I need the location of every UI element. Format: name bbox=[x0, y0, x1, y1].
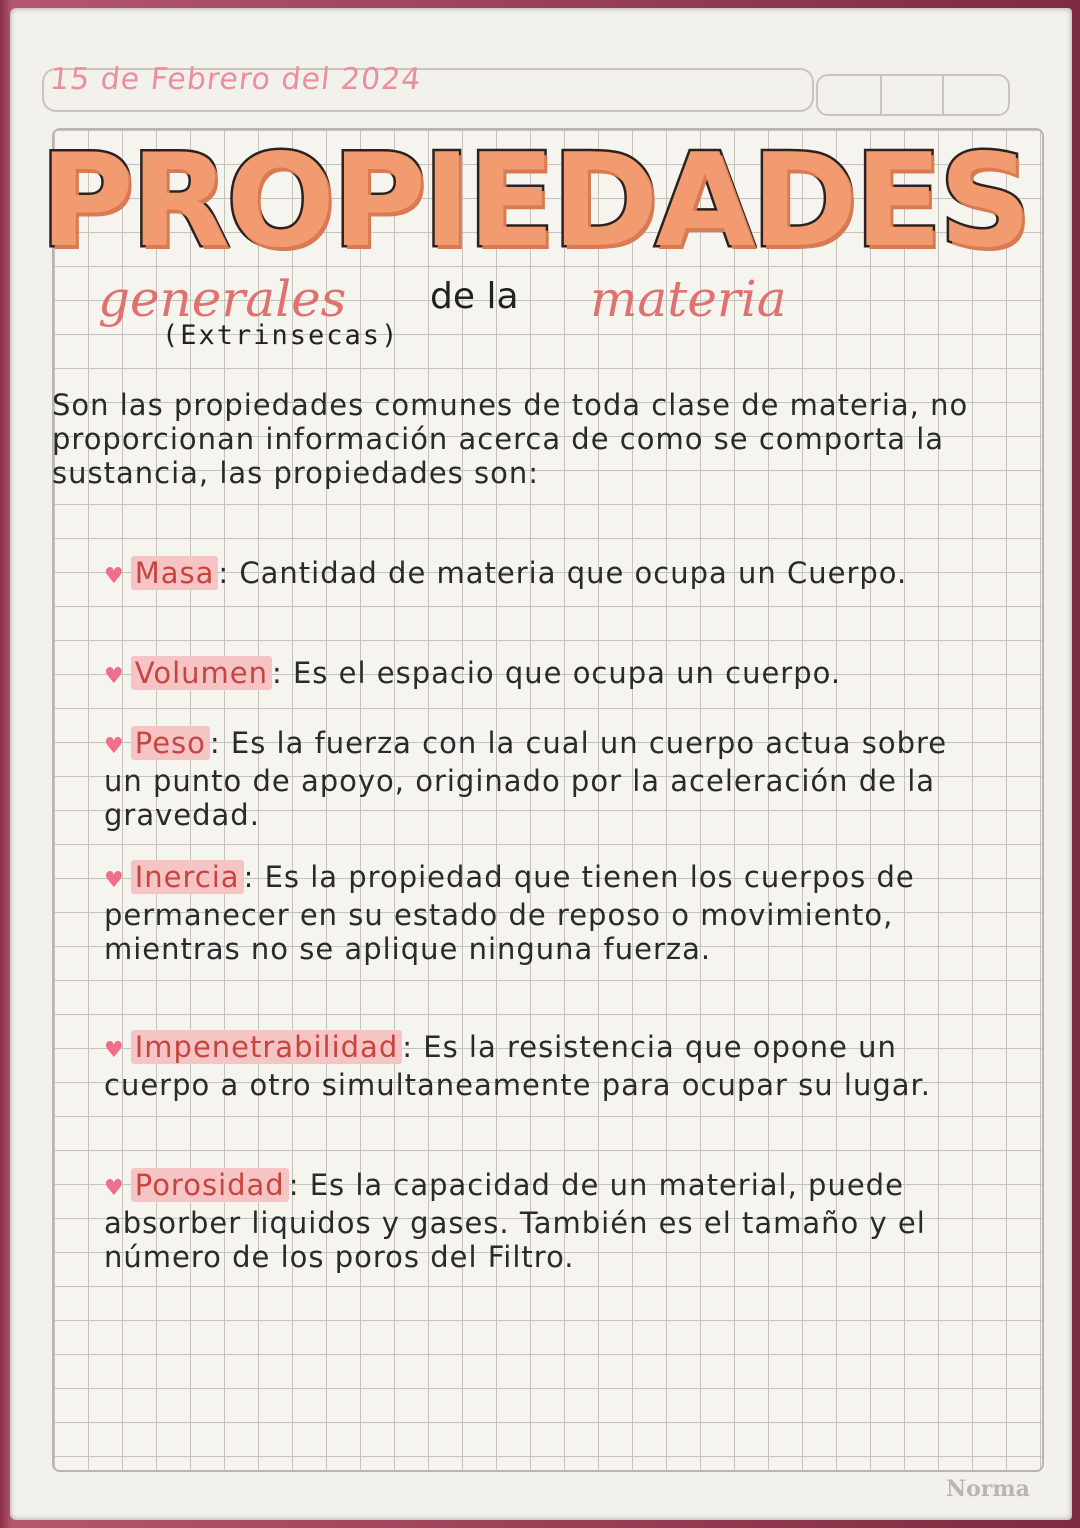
intro-paragraph: Son las propiedades comunes de toda clase de materia, no proporcionan información acerca de como se comporta la sustancia, las propiedades son: bbox=[52, 388, 969, 490]
day-boxes bbox=[816, 74, 1010, 116]
heart-icon: ♥ bbox=[104, 868, 125, 893]
term-definition: Es el espacio que ocupa un cuerpo. bbox=[292, 656, 842, 690]
term-definition: Es la propiedad que tienen los cuerpos de permanecer en su estado de reposo o movimiento, mientras no se aplique ninguna fuerza. bbox=[104, 860, 915, 966]
term-label: Impenetrabilidad bbox=[131, 1030, 403, 1064]
subtitle-extrinsecas: (Extrinsecas) bbox=[162, 320, 400, 351]
subtitle-de-la: de la bbox=[430, 276, 519, 317]
heart-icon: ♥ bbox=[104, 734, 125, 759]
term-separator: : bbox=[271, 656, 283, 690]
heart-icon: ♥ bbox=[104, 664, 125, 689]
term-separator: : bbox=[402, 1030, 414, 1064]
list-item bbox=[104, 726, 984, 832]
term-label: Peso bbox=[131, 726, 210, 760]
heart-icon: ♥ bbox=[104, 1176, 125, 1201]
heart-icon: ♥ bbox=[104, 564, 125, 589]
subtitle-generales: generales bbox=[98, 270, 347, 328]
date-text: 15 de Febrero del 2024 bbox=[48, 62, 424, 97]
term-separator: : bbox=[243, 860, 255, 894]
notebook-page bbox=[10, 8, 1072, 1520]
brand-logo: Norma bbox=[946, 1476, 1030, 1502]
term-definition: Es la resistencia que opone un cuerpo a otro simultaneamente para ocupar su lugar. bbox=[104, 1030, 931, 1102]
list-item bbox=[104, 1030, 984, 1102]
term-separator: : bbox=[288, 1168, 300, 1202]
term-label: Porosidad bbox=[131, 1168, 289, 1202]
term-definition: Cantidad de materia que ocupa un Cuerpo. bbox=[239, 556, 908, 590]
term-label: Inercia bbox=[131, 860, 244, 894]
list-item bbox=[104, 860, 984, 966]
term-definition: Es la fuerza con la cual un cuerpo actua sobre un punto de apoyo, originado por la aceleración de la gravedad. bbox=[104, 726, 948, 832]
list-item bbox=[104, 556, 984, 594]
page-title: PROPIEDADES bbox=[40, 127, 1029, 276]
subtitle-materia: materia bbox=[590, 270, 787, 328]
term-label: Masa bbox=[131, 556, 219, 590]
term-label: Volumen bbox=[131, 656, 272, 690]
term-separator: : bbox=[218, 556, 230, 590]
term-definition: Es la capacidad de un material, puede absorber liquidos y gases. También es el tamaño y el número de los poros del Filtro. bbox=[104, 1168, 926, 1274]
heart-icon: ♥ bbox=[104, 1038, 125, 1063]
term-separator: : bbox=[209, 726, 221, 760]
list-item bbox=[104, 656, 984, 694]
list-item bbox=[104, 1168, 984, 1274]
